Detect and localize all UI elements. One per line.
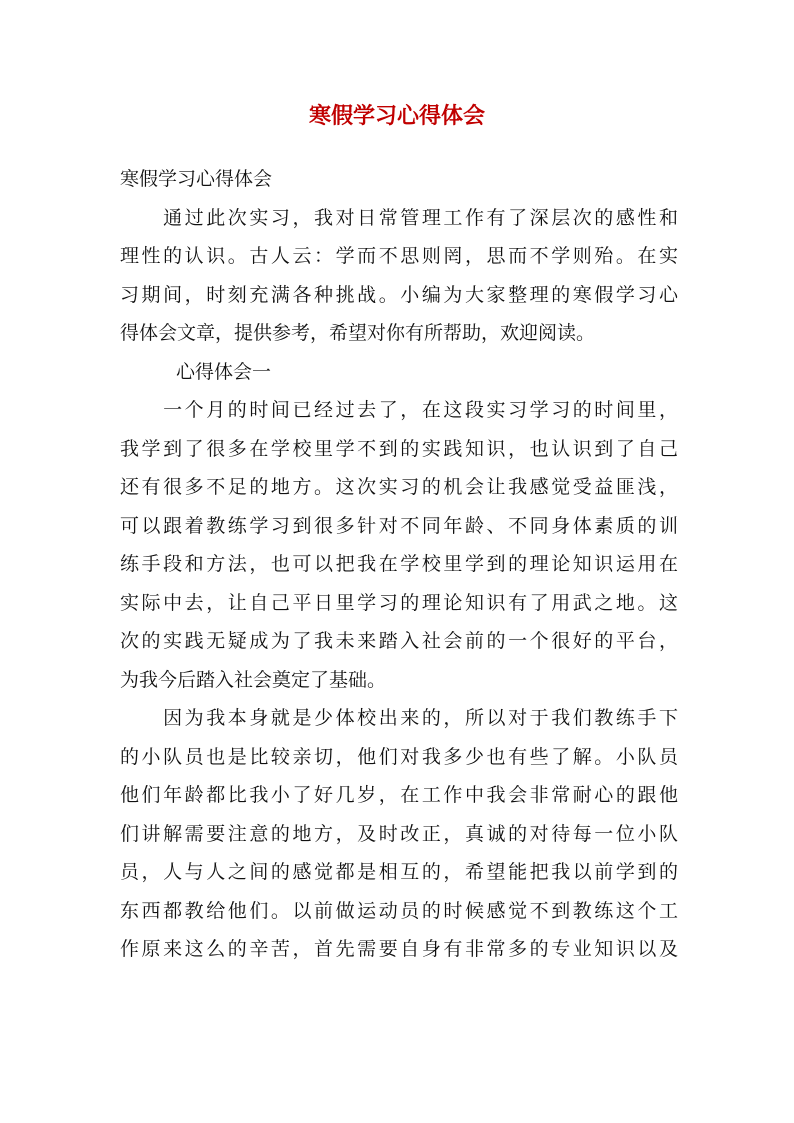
text-line: 他们年龄都比我小了好几岁，在工作中我会非常耐心的跟他 [120,784,678,806]
text-line: 员，人与人之间的感觉都是相互的，希望能把我以前学到的 [120,861,678,883]
text-line: 作原来这么的辛苦，首先需要自身有非常多的专业知识以及 [120,938,678,960]
document-title: 寒假学习心得体会 [308,103,485,129]
text-line: 还有很多不足的地方。这次实习的机会让我感觉受益匪浅， [120,476,678,498]
document-body [120,160,678,969]
paragraph-one [120,391,678,699]
text-line: 的小队员也是比较亲切，他们对我多少也有些了解。小队员 [120,745,678,768]
text-line: 习期间，时刻充满各种挑战。小编为大家整理的寒假学习心 [120,283,678,306]
text-line: 实际中去，让自己平日里学习的理论知识有了用武之地。这 [120,591,678,614]
intro-paragraph [120,199,678,353]
text-line: 东西都教给他们。以前做运动员的时候感觉不到教练这个工 [120,899,678,922]
text-line: 理性的认识。古人云：学而不思则罔，思而不学则殆。在实 [120,245,678,267]
text-line: 练手段和方法，也可以把我在学校里学到的理论知识运用在 [120,553,678,575]
text-line: 为我今后踏入社会奠定了基础。 [120,668,387,691]
document-subtitle: 寒假学习心得体会 [120,168,273,190]
text-line: 们讲解需要注意的地方，及时改正，真诚的对待每一位小队 [120,822,678,845]
text-line: 一个月的时间已经过去了，在这段实习学习的时间里， [120,399,678,421]
text-line: 我学到了很多在学校里学不到的实践知识，也认识到了自己 [120,437,678,460]
section-heading: 心得体会一 [176,360,272,383]
text-line: 可以跟着教练学习到很多针对不同年龄、不同身体素质的训 [120,514,678,537]
text-line: 因为我本身就是少体校出来的，所以对于我们教练手下 [120,707,678,729]
paragraph-two [120,699,678,969]
text-line: 得体会文章，提供参考，希望对你有所帮助，欢迎阅读。 [120,322,596,344]
text-line: 次的实践无疑成为了我未来踏入社会前的一个很好的平台， [120,630,678,652]
text-line: 通过此次实习，我对日常管理工作有了深层次的感性和 [120,206,678,229]
